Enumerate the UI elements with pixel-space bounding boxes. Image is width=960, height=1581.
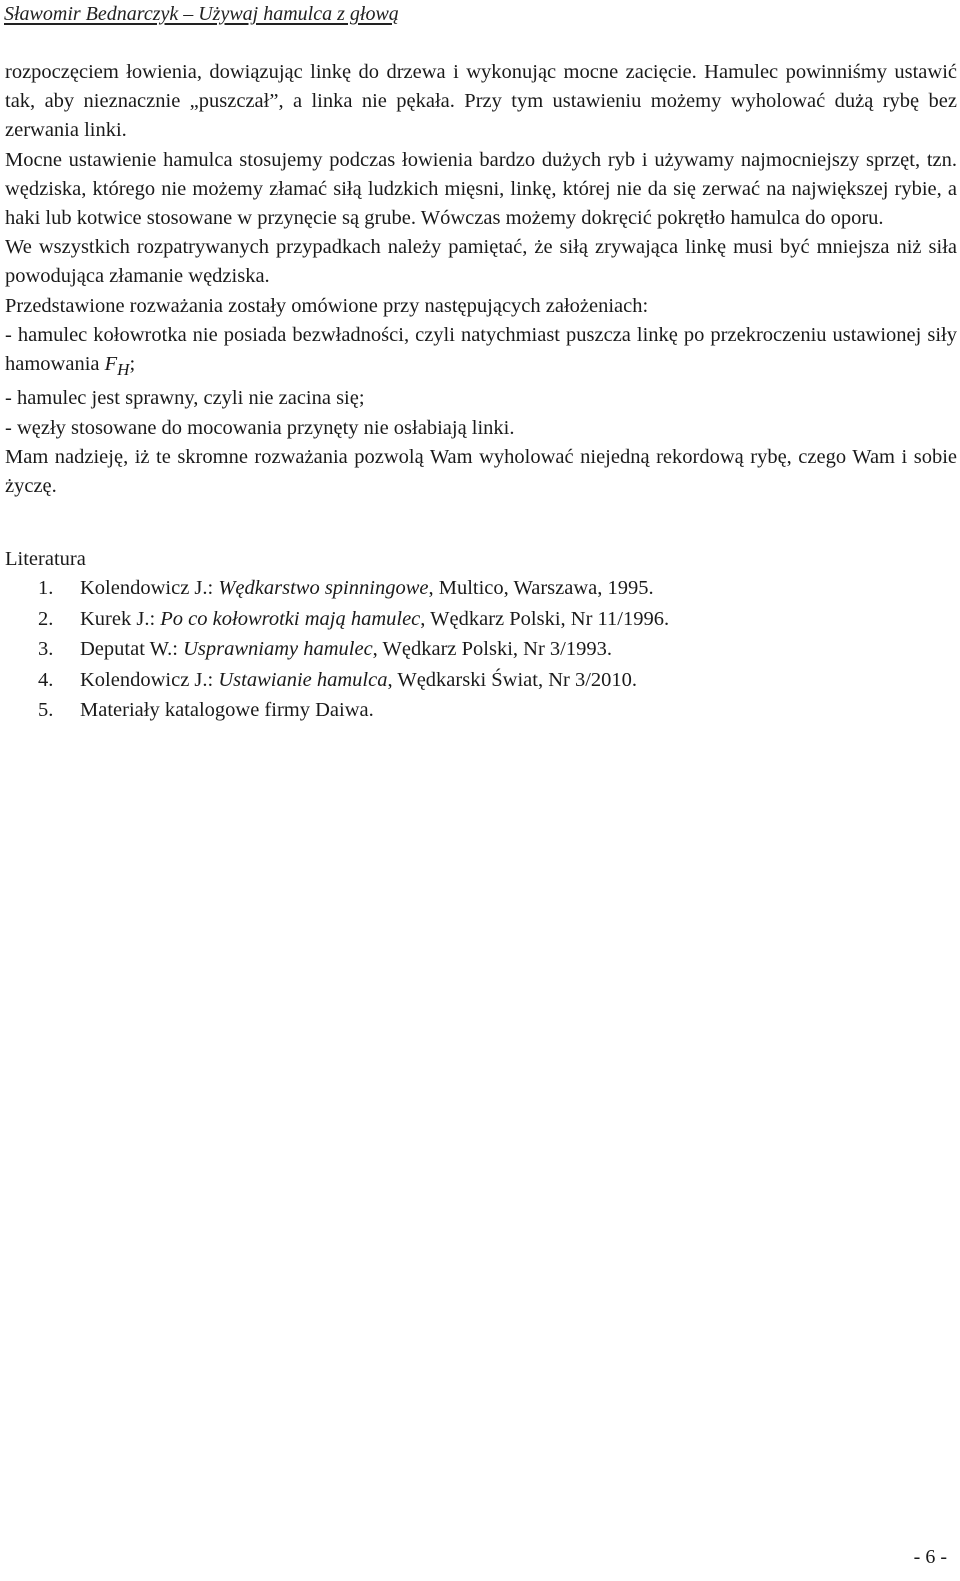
reference-author: Deputat W.: (80, 638, 184, 660)
reference-number: 4. (38, 668, 54, 691)
paragraph: Mocne ustawienie hamulca stosujemy podczas łowienia bardzo dużych ryb i używamy najmocniejszy sprzęt, tzn. wędziska, którego nie możemy złamać siłą ludzkich mięsni, linkę, której nie da się zerwać na największej rybie, a haki lub kotwice stosowane w przynęcie są grube. Wówczas możemy dokręcić pokrętło hamulca do oporu. (5, 148, 957, 230)
reference-source: , Multico, Warszawa, 1995. (428, 577, 654, 599)
reference-number: 3. (38, 638, 54, 660)
braking-force-symbol: F (104, 353, 118, 376)
page-number: - 6 - (913, 1546, 947, 1568)
reference-title: Usprawniamy hamulec (183, 638, 373, 660)
article-body (5, 58, 957, 501)
reference-number: 1. (38, 577, 54, 599)
reference-item (38, 695, 669, 726)
reference-title: Ustawianie hamulca (218, 668, 388, 691)
references-list (38, 573, 669, 726)
reference-title: Po co kołowrotki mają hamulec (160, 607, 421, 630)
assumption-text: - hamulec kołowrotka nie posiada bezwładności, czyli natychmiast puszcza linkę po przekroczeniu ustawionej siły hamowania (5, 323, 957, 376)
reference-author: Kolendowicz J.: (80, 668, 219, 691)
paragraph: Przedstawione rozważania zostały omówione przy następujących założeniach: (5, 294, 649, 317)
reference-item (38, 604, 669, 635)
paragraph: We wszystkich rozpatrywanych przypadkach należy pamiętać, że siłą zrywająca linkę musi być mniejsza niż siła powodująca złamanie wędziska. (5, 236, 957, 288)
assumption-end: ; (129, 353, 136, 376)
reference-item (38, 573, 669, 604)
reference-title: Wędkarstwo spinningowe (218, 577, 429, 599)
reference-author: Materiały katalogowe firmy Daiwa. (80, 699, 374, 721)
reference-author: Kolendowicz J.: (80, 577, 219, 599)
closing-paragraph: Mam nadzieję, iż te skromne rozważania pozwolą Wam wyholować niejedną rekordową rybę, czego Wam i sobie życzę. (5, 445, 957, 497)
braking-force-subscript: H (117, 360, 130, 380)
reference-item (38, 665, 669, 696)
references-heading: Literatura (5, 548, 86, 570)
reference-author: Kurek J.: (80, 607, 161, 630)
list-item-assumption (5, 321, 957, 385)
reference-number: 5. (38, 699, 54, 721)
reference-source: , Wędkarski Świat, Nr 3/2010. (387, 668, 638, 691)
reference-number: 2. (38, 607, 54, 630)
paragraph: rozpoczęciem łowienia, dowiązując linkę do drzewa i wykonując mocne zacięcie. Hamulec powinniśmy ustawić tak, aby nieznacznie „puszczał”, a linka nie pękała. Przy tym ustawieniu możemy wyholować dużą rybę bez zerwania linki. (5, 61, 957, 142)
running-header: Sławomir Bednarczyk – Używaj hamulca z głową (4, 3, 399, 25)
reference-item (38, 634, 669, 665)
reference-source: , Wędkarz Polski, Nr 11/1996. (420, 607, 670, 630)
list-item-assumption: - węzły stosowane do mocowania przynęty nie osłabiają linki. (5, 416, 515, 439)
list-item-assumption: - hamulec jest sprawny, czyli nie zacina się; (5, 387, 365, 410)
reference-source: , Wędkarz Polski, Nr 3/1993. (372, 638, 612, 660)
